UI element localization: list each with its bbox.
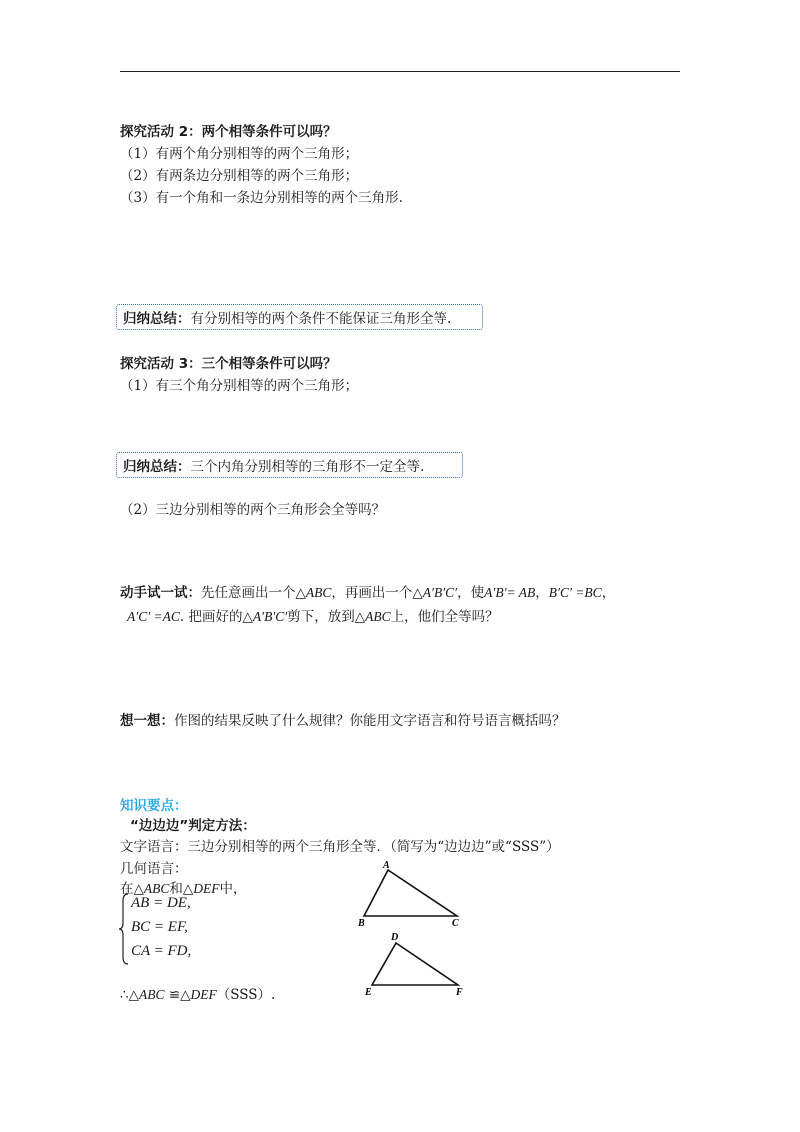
math: A′B′C′: [422, 585, 458, 600]
text: ∴△: [120, 987, 139, 1003]
math: A′B′= AB: [484, 585, 536, 600]
math: ABC: [143, 881, 170, 896]
vertex-label-c: C: [452, 918, 459, 929]
sss-method-title: “边边边”判定方法：: [130, 818, 256, 834]
summary-box-2: [116, 452, 463, 478]
vertex-label-f: F: [456, 987, 463, 998]
in-triangles-line: [120, 877, 247, 897]
summary-label: 归纳总结：: [123, 311, 191, 327]
think-text: 作图的结果反映了什么规律？你能用文字语言和符号语言概括吗？: [174, 713, 566, 729]
text: 上，他们全等吗？: [390, 609, 499, 625]
tryit-line-1: [120, 581, 615, 601]
text: ，: [535, 585, 549, 601]
text: . 把画好的△: [179, 609, 253, 625]
tryit-line-2: [127, 605, 499, 625]
equation-1: AB = DE,: [131, 895, 191, 911]
text: ，再画出一个△: [331, 585, 423, 601]
math: B′C′ =BC: [548, 585, 602, 600]
think-label: 想一想：: [120, 713, 174, 729]
equation-3: CA = FD,: [131, 943, 192, 959]
tryit-label: 动手试一试：: [120, 585, 201, 601]
text: 在△: [120, 881, 144, 897]
text-language: 文字语言：三边分别相等的两个三角形全等．（简写为“边边边”或“SSS”）: [120, 839, 560, 855]
text: （SSS）.: [216, 987, 276, 1003]
text: ，: [601, 585, 616, 601]
activity2-item-1: （1）有两个角分别相等的两个三角形；: [120, 146, 359, 162]
header-rule: [120, 71, 680, 72]
vertex-label-a: A: [383, 860, 390, 871]
text: 先任意画出一个△: [201, 585, 306, 601]
text: 中，: [219, 881, 247, 897]
math: DEF: [193, 881, 220, 896]
summary-label: 归纳总结：: [123, 459, 191, 475]
math: ABC: [365, 609, 391, 624]
summary-box-1: [116, 304, 483, 330]
summary-text: 有分别相等的两个条件不能保证三角形全等.: [190, 311, 452, 327]
math: ABC: [138, 987, 165, 1002]
vertex-label-e: E: [365, 987, 372, 998]
activity2-item-3: （3）有一个角和一条边分别相等的两个三角形.: [120, 190, 403, 206]
think-line: [120, 709, 566, 729]
geometry-language: 几何语言：: [120, 861, 188, 877]
activity3-item-1: （1）有三个角分别相等的两个三角形；: [120, 378, 359, 394]
knowledge-heading: 知识要点：: [120, 798, 188, 814]
activity3-item-2: （2）三边分别相等的两个三角形会全等吗？: [120, 502, 386, 518]
text: ，使: [457, 585, 485, 601]
left-brace: [118, 893, 130, 965]
activity2-item-2: （2）有两条边分别相等的两个三角形；: [120, 168, 359, 184]
triangle-abc: [364, 870, 457, 916]
conclusion-line: [120, 983, 275, 1003]
summary-text: 三个内角分别相等的三角形不一定全等.: [190, 459, 425, 475]
math: A′C′ =AC: [127, 609, 180, 624]
vertex-label-d: D: [391, 932, 399, 943]
activity2-title: 探究活动 2：两个相等条件可以吗？: [120, 124, 337, 140]
triangles-figure: [355, 858, 475, 1000]
equation-2: BC = EF,: [131, 919, 188, 935]
triangle-def: [372, 943, 458, 985]
text: 和△: [169, 881, 194, 897]
math: ABC: [305, 585, 332, 600]
math: DEF: [190, 987, 217, 1002]
vertex-label-b: B: [358, 918, 365, 929]
math: A′B′C′: [252, 609, 288, 624]
text: ≌△: [164, 987, 191, 1003]
activity3-title: 探究活动 3：三个相等条件可以吗？: [120, 356, 337, 372]
text: 剪下，放到△: [287, 609, 366, 625]
